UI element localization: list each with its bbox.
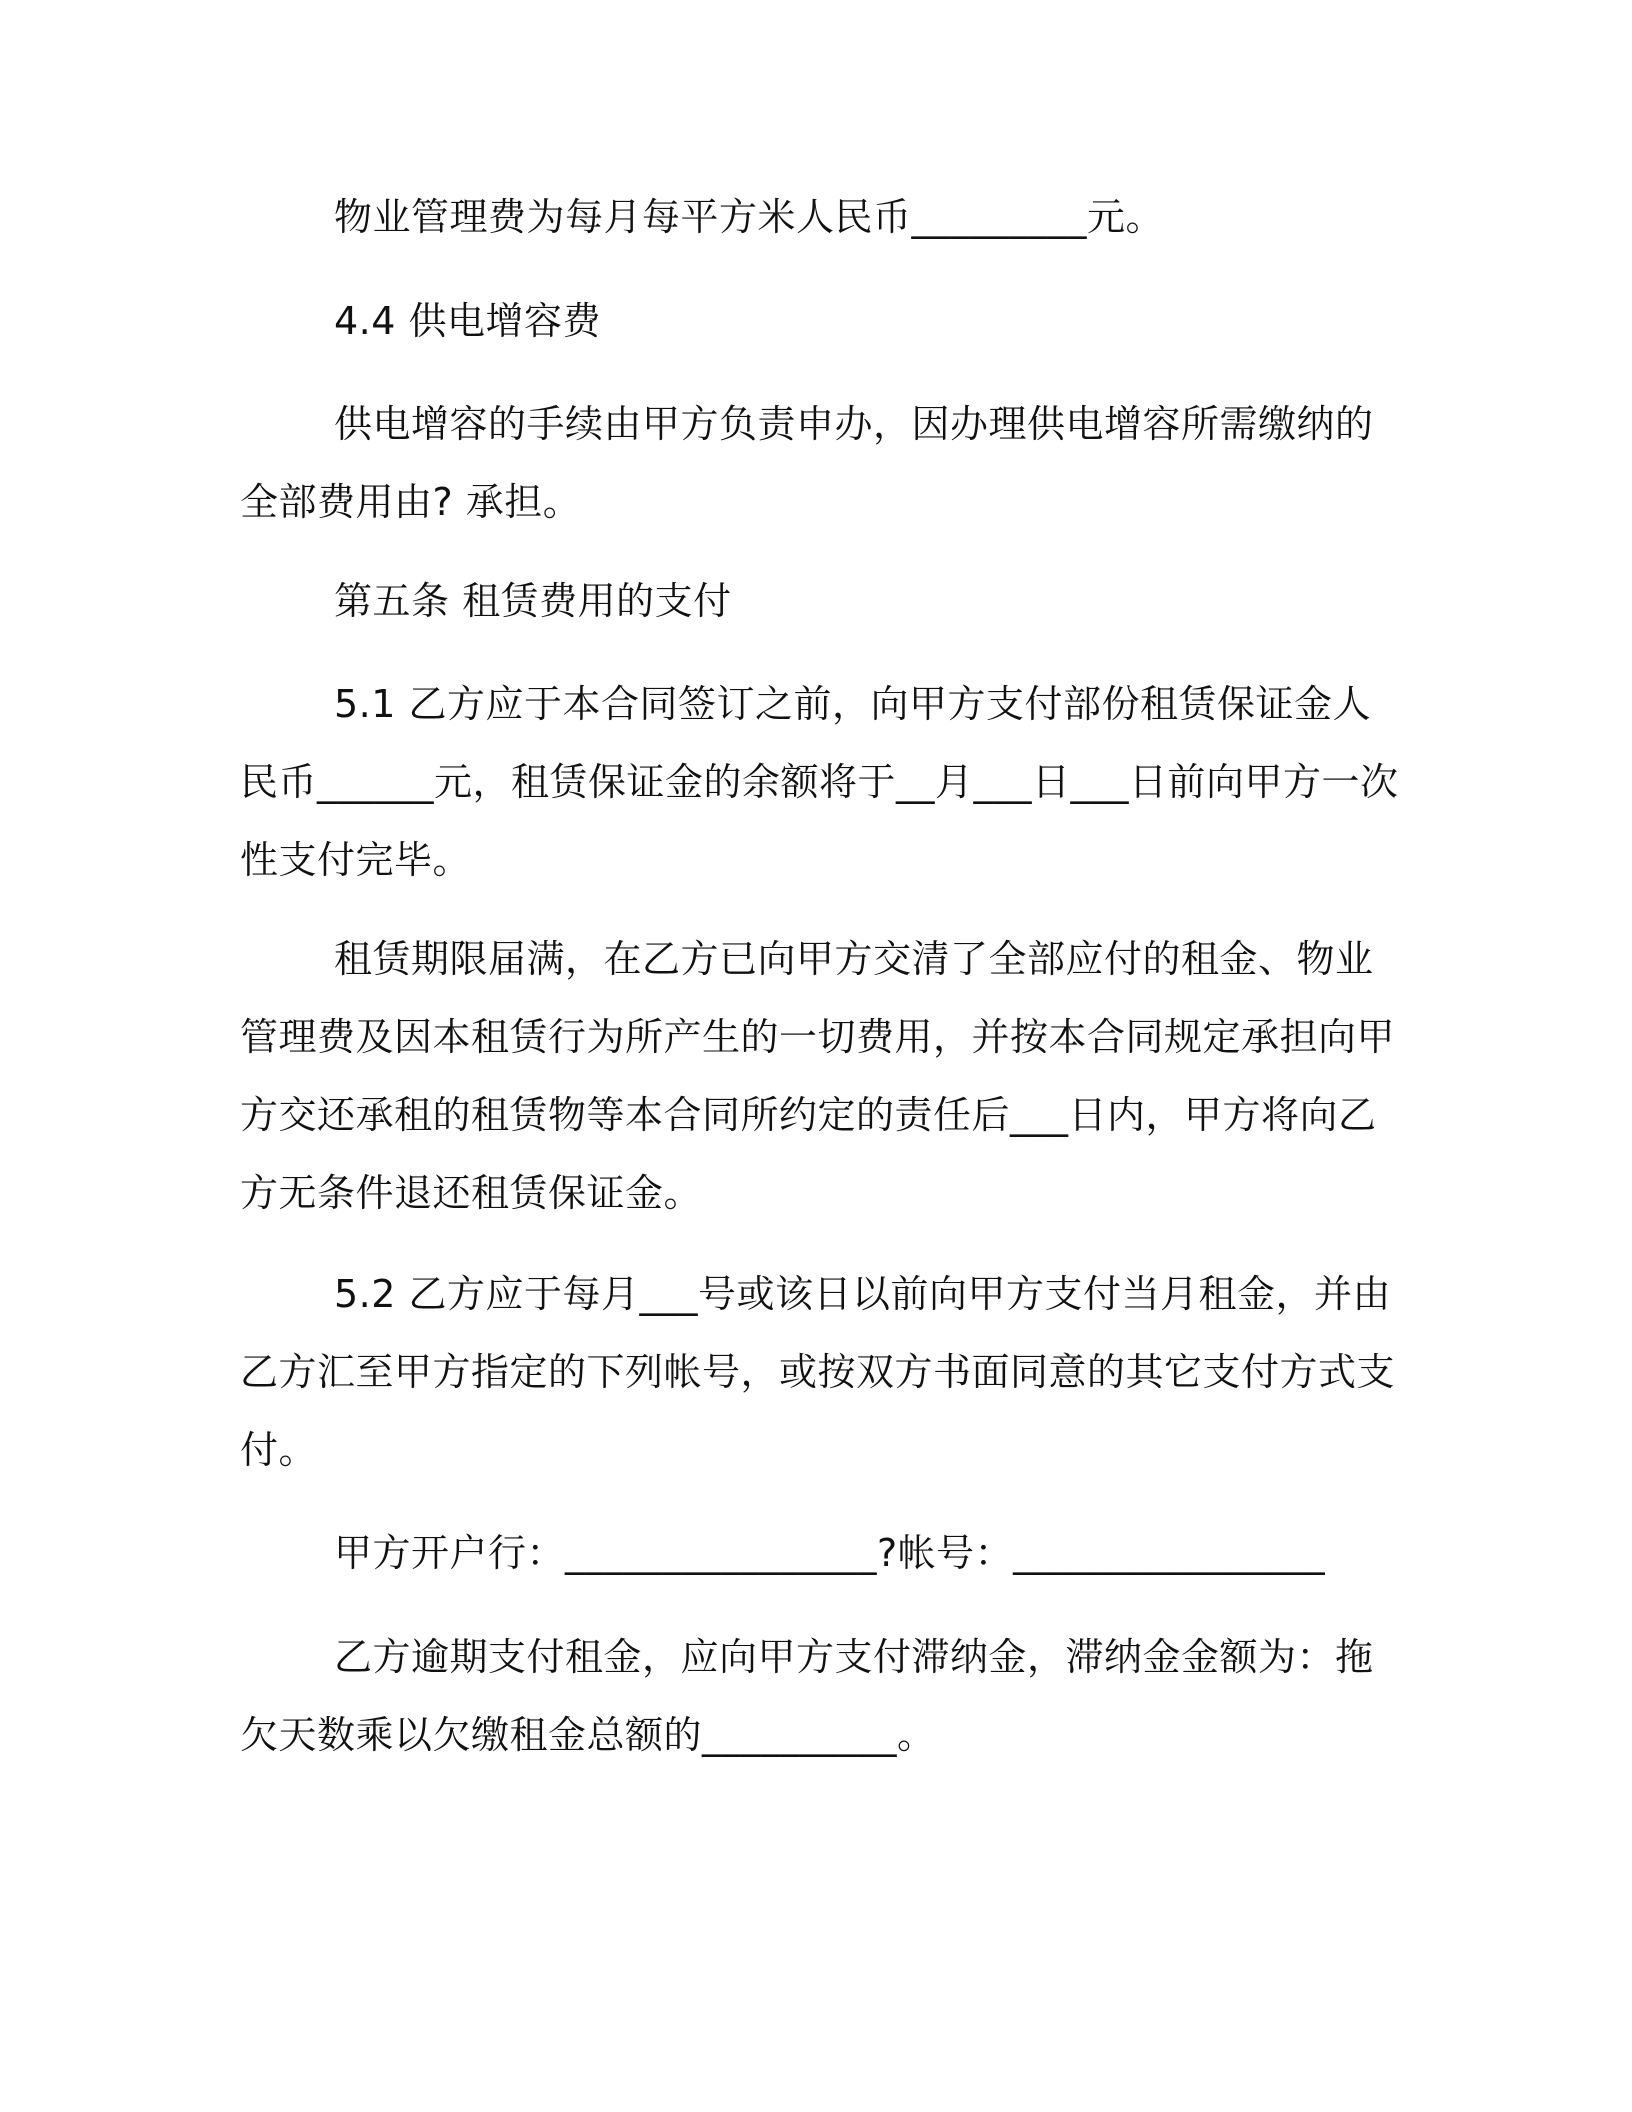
paragraph-power-capacity: 供电增容的手续由甲方负责申办，因办理供电增容所需缴纳的全部费用由? 承担。 <box>240 402 1374 524</box>
heading-power-capacity-fee: 4.4 供电增容费 <box>334 299 602 343</box>
paragraph-bank-account: 甲方开户行：________________?帐号：________________ <box>334 1531 1326 1575</box>
paragraph-monthly-rent: 5.2 乙方应于每月___号或该日以前向甲方支付当月租金，并由乙方汇至甲方指定的下列帐号，或按双方书面同意的其它支付方式支付。 <box>240 1272 1396 1472</box>
paragraph-property-fee: 物业管理费为每月每平方米人民币_________元。 <box>334 195 1165 239</box>
paragraph-late-fee: 乙方逾期支付租金，应向甲方支付滞纳金，滞纳金金额为：拖欠天数乘以欠缴租金总额的__________。 <box>240 1635 1374 1757</box>
heading-article-five: 第五条 租赁费用的支付 <box>334 579 732 623</box>
paragraph-deposit: 5.1 乙方应于本合同签订之前，向甲方支付部份租赁保证金人民币______元，租赁保证金的余额将于__月___日___日前向甲方一次性支付完毕。 <box>240 682 1399 882</box>
paragraph-deposit-refund: 租赁期限届满，在乙方已向甲方交清了全部应付的租金、物业管理费及因本租赁行为所产生的一切费用，并按本合同规定承担向甲方交还承租的租赁物等本合同所约定的责任后___日内，甲方将向乙方无条件退还租赁保证金。 <box>240 937 1396 1215</box>
